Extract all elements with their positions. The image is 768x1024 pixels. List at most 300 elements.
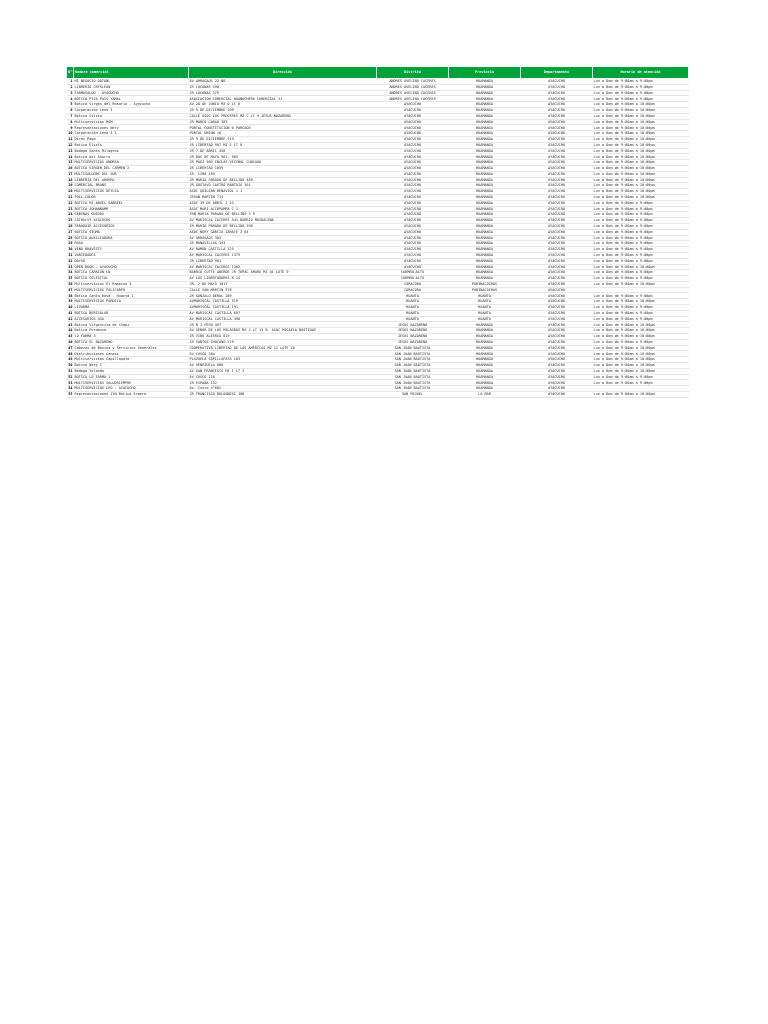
row-address: AV MARISCAL CASTILLA 498 — [189, 316, 377, 322]
row-hours: Lun a Dom de 9:00am a 9:00pm — [593, 310, 689, 316]
row-province: HUAMANGA — [449, 322, 521, 328]
row-name: BOTICA MI ANGEL GABRIEL — [74, 200, 189, 206]
row-address: JR DOS DE MAYO 961- 965 — [189, 154, 377, 160]
row-name: Botica Virgen del Rosario - Ayacucho — [74, 102, 189, 108]
row-hours: Lun a Dom de 9:00am a 9:00pm — [593, 276, 689, 282]
row-address: JR 9 DE DICIEMBRE 119 — [189, 136, 377, 142]
row-department: AYACUCHO — [521, 212, 593, 218]
row-department: AYACUCHO — [521, 154, 593, 160]
row-name: BOTICA VIRGEN DEL CARMEN 2 — [74, 165, 189, 171]
row-department: AYACUCHO — [521, 334, 593, 340]
row-province: HUAMANGA — [449, 177, 521, 183]
row-number: 25 — [68, 218, 73, 223]
row-hours: Lun a Dom de 9:00am a 9:00pm — [593, 241, 689, 247]
row-hours: Lun a Dom de 9:00am a 10:00pm — [593, 177, 689, 183]
row-department: AYACUCHO — [521, 345, 593, 351]
row-hours: Lun a Dom de 9:00am a 10:00pm — [593, 171, 689, 177]
row-number: 13 — [68, 148, 73, 153]
row-hours: Lun a Dom de 9:00am a 10:00pm — [593, 281, 689, 287]
row-address: AV ARRAGAOS 303 — [189, 235, 377, 241]
row-department: AYACUCHO — [521, 258, 593, 264]
row-hours: Lun a Dom de 9:00am a 10:00pm — [593, 165, 689, 171]
row-hours: Lun a Dom de 9:00am a 10:00pm — [593, 194, 689, 200]
row-name: BOTICA PIZA PAIS YAMAL — [74, 96, 189, 102]
row-hours: Lun a Dom de 9:00am a 9:00pm — [593, 258, 689, 264]
row-name: Cabezas de Bovina y Servicios Generales — [74, 345, 189, 351]
row-province: HUANTA — [449, 293, 521, 299]
row-hours: Lun a Dom de 9:00am a 10:00pm — [593, 299, 689, 305]
row-province: HUAMANGA — [449, 264, 521, 270]
row-hours: Lun a Dom de 9:00am a 10:00pm — [593, 392, 689, 398]
row-number: 49 — [68, 357, 73, 362]
row-name: Corporación Lena I — [74, 107, 189, 113]
row-number: 48 — [68, 351, 73, 356]
row-province: HUAMANGA — [449, 235, 521, 241]
row-department: AYACUCHO — [521, 177, 593, 183]
row-name: MULTISERVICIOS DEYLEA — [74, 189, 189, 195]
row-province: HUANTA — [449, 299, 521, 305]
row-district: AYACUCHO — [377, 206, 449, 212]
row-hours: Lun a Dom de 9:00am a 10:00pm — [593, 113, 689, 119]
row-number: 34 — [68, 270, 73, 275]
row-hours: Lun a Dom de 9:00am a 9:00pm — [593, 223, 689, 229]
row-name: FARMASALUD - AYACUCHO — [74, 90, 189, 96]
row-district: AYACUCHO — [377, 165, 449, 171]
row-number: 21 — [68, 195, 73, 200]
row-hours: Lun a Dom de 9:00am a 9:00pm — [593, 84, 689, 90]
row-hours: Lun a Dom de 9:00am a 10:00pm — [593, 183, 689, 189]
row-address: AV RAMON CASTILLA 125 — [189, 247, 377, 253]
row-name: BOTICA AUXILIADORA — [74, 235, 189, 241]
row-address: JR MANAVILLAS 191 — [189, 241, 377, 247]
row-department: AYACUCHO — [521, 102, 593, 108]
row-hours: Lun a Dom de 9:00am a 10:00pm — [593, 368, 689, 374]
row-province: HUAMANGA — [449, 148, 521, 154]
row-province: HUAMANGA — [449, 328, 521, 334]
row-number: 17 — [68, 171, 73, 176]
row-district: AYACUCHO — [377, 107, 449, 113]
row-district: AYACUCHO — [377, 148, 449, 154]
row-number: 4 — [67, 96, 74, 102]
row-district: SAN JUAN BAUTISTA — [377, 386, 449, 392]
row-number: 44 — [68, 328, 73, 333]
row-hours: Lun a Dom de 9:00am a 10:00pm — [593, 357, 689, 363]
row-department: AYACUCHO — [521, 160, 593, 166]
row-address: PLAZUELA CAPILLAPATA 103 — [189, 357, 377, 363]
row-hours: Lun a Dom de 9:00am a 9:00pm — [593, 374, 689, 380]
row-name: Bodega Yolanda — [74, 368, 189, 374]
row-district: SAN JUAN BAUTISTA — [377, 380, 449, 386]
row-district: SAN JUAN BAUTISTA — [377, 363, 449, 369]
row-department: AYACUCHO — [521, 113, 593, 119]
row-address: JR FRANCISCO BOLOGNESI 108 — [189, 392, 377, 398]
row-department: AYACUCHO — [521, 194, 593, 200]
row-province: HUAMANGA — [449, 270, 521, 276]
row-number: 23 — [68, 206, 73, 211]
row-district: ANDRES AVELINO CACERES — [377, 84, 449, 90]
row-address: JR. 2 DE MAYO 1017 — [189, 281, 377, 287]
row-department: AYACUCHO — [521, 310, 593, 316]
row-address: AVMARISCAL CASTILLA 519 — [189, 299, 377, 305]
row-district: AYACUCHO — [377, 194, 449, 200]
row-number: 15 — [68, 160, 73, 165]
row-department: AYACUCHO — [521, 316, 593, 322]
row-number: 24 — [68, 212, 73, 217]
row-name: MULTISERVICIOS PARDELA — [74, 299, 189, 305]
row-hours: Lun a Dom de 9:00am a 9:00pm — [593, 380, 689, 386]
header-province: Provincia — [449, 67, 521, 79]
row-address: JRN MARIA PARADO DE BELLIDO 3 9 — [189, 212, 377, 218]
row-name: Botica Virgencita de Chapi — [74, 322, 189, 328]
row-hours: Lun a Dom de 9:00am a 9:00pm — [593, 96, 689, 102]
header-department: Departamento — [521, 67, 593, 79]
row-district: HUANTA — [377, 316, 449, 322]
row-address: CALLE SAN MARTIN 578 — [189, 287, 377, 293]
row-number: 28 — [68, 235, 73, 240]
row-district: SAN JUAN BAUTISTA — [377, 345, 449, 351]
row-province: HUAMANGA — [449, 84, 521, 90]
row-name: LIBRERIA CRYSLEON — [74, 84, 189, 90]
row-department: AYACUCHO — [521, 276, 593, 282]
row-name: OPEN BOOK - AYACUCHO — [74, 264, 189, 270]
row-hours: Lun a Dom de 9:00am a 9:00pm — [593, 235, 689, 241]
row-department: AYACUCHO — [521, 206, 593, 212]
row-department: AYACUCHO — [521, 380, 593, 386]
row-province: HUAMANGA — [449, 374, 521, 380]
row-district: AYACUCHO — [377, 223, 449, 229]
row-hours: Lun a Dom de 9:00am a 10:00pm — [593, 322, 689, 328]
row-hours: Lun a Dom de 9:00am a 9:00pm — [593, 206, 689, 212]
header-district: Distrito — [377, 67, 449, 79]
row-department: AYACUCHO — [521, 229, 593, 235]
row-department: AYACUCHO — [521, 223, 593, 229]
row-name: Corporación Lena I I — [74, 131, 189, 137]
row-district: AYACUCHO — [377, 119, 449, 125]
row-address: AV MARISCAL CACERES 1362 — [189, 264, 377, 270]
row-province: HUAMANGA — [449, 357, 521, 363]
row-address: JR LIBERTAD 907 MZ E LT 8 — [189, 142, 377, 148]
row-number: 35 — [68, 276, 73, 281]
row-address: AV 28 DE JUNIO MZ D LT 6 — [189, 102, 377, 108]
row-number: 22 — [68, 200, 73, 205]
row-address: AV MARISCAL CACERES 1379 — [189, 252, 377, 258]
row-address: JR ESPAÑA 152 — [189, 380, 377, 386]
row-province: HUAMANGA — [449, 183, 521, 189]
row-address: AV MARISCAL CACERES 541 BARRIO MAGDALENA — [189, 218, 377, 224]
row-address: AV VENEZUELA 688 — [189, 363, 377, 369]
row-name: BOTICA CARRION LN — [74, 270, 189, 276]
row-hours: Lun a Dom de 9:00am a 9:00pm — [593, 218, 689, 224]
row-name: BOTICA EL NAZARENO — [74, 339, 189, 345]
row-department: AYACUCHO — [521, 351, 593, 357]
row-province: HUAMANGA — [449, 96, 521, 102]
row-hours: Lun a Dom de 9:00am a 10:00pm — [593, 154, 689, 160]
row-address: COOPERATIVA LIBERTAD DE LAS AMERICAS MZ 11 LOTE 10 — [189, 345, 377, 351]
row-address: BARRIO CUTTE ABERDE JR TUPAC AMARU MZ Q1 LOTE 9 — [189, 270, 377, 276]
agents-table — [66, 66, 689, 398]
row-number: 40 — [68, 305, 73, 310]
row-address: AVMARISCAL CASTILLA 191 — [189, 305, 377, 311]
row-number: 20 — [68, 189, 73, 194]
row-address: AV LOS LIBERTADORES N 14 — [189, 276, 377, 282]
row-name: MI NEGOCIO DATANL — [74, 79, 189, 85]
row-hours: Lun a Dom de 9:00am a 9:00pm — [593, 339, 689, 345]
row-name: MULTISERVICIOS POLICARPO — [74, 287, 189, 293]
row-address: JR SANTOS CHOCANO 219 — [189, 339, 377, 345]
row-number: 27 — [68, 229, 73, 234]
row-hours: Lun a Dom de 9:00am a 10:00pm — [593, 107, 689, 113]
row-hours: Lun a Dom de 9:00am a 9:00pm — [593, 270, 689, 276]
row-province: HUAMANGA — [449, 380, 521, 386]
row-name: BOTICA LO FARMA 1 — [74, 374, 189, 380]
row-address: AV MARISCAL CASTILLA 697 — [189, 310, 377, 316]
row-number: 7 — [67, 113, 74, 119]
row-address: JR LIBERTAD 981 — [189, 258, 377, 264]
row-name: BOTICA CELESTIAL — [74, 276, 189, 282]
row-district: CARMEN ALTO — [377, 276, 449, 282]
row-number: 54 — [68, 386, 73, 391]
row-address: AV SEÑOR DE LOS MILAGROS MZ J LT 13 B. ASOC MICAELA BASTIDAS — [189, 328, 377, 334]
row-number: 46 — [68, 340, 73, 344]
row-hours: Lun a Dom de 9:00am a 10:00pm — [593, 328, 689, 334]
row-department: AYACUCHO — [521, 328, 593, 334]
row-district: HUANTA — [377, 299, 449, 305]
row-number: 55 — [68, 392, 73, 397]
row-province: HUAMANGA — [449, 113, 521, 119]
row-district: AYACUCHO — [377, 171, 449, 177]
row-department: AYACUCHO — [521, 374, 593, 380]
row-province: HUAMANGA — [449, 165, 521, 171]
row-department: AYACUCHO — [521, 107, 593, 113]
row-address: PORTAL UNION 16 — [189, 131, 377, 137]
row-number: 16 — [68, 166, 73, 171]
header-row — [67, 67, 689, 79]
row-department: AYACUCHO — [521, 293, 593, 299]
row-address: JR PAEZ 909 INCLAS VECINAL CUNCAGO — [189, 160, 377, 166]
row-department: AYACUCHO — [521, 392, 593, 398]
row-province: HUAMANGA — [449, 229, 521, 235]
row-number: 2 — [67, 84, 74, 90]
row-hours: Lun a Dom de 9:00am a 9:00pm — [593, 252, 689, 258]
row-name: DAYSO — [74, 258, 189, 264]
row-district: JESUS NAZARENO — [377, 322, 449, 328]
row-department: AYACUCHO — [521, 183, 593, 189]
row-hours: Lun a Dom de 9:00am a 9:00pm — [593, 200, 689, 206]
row-province: HUAMANGA — [449, 339, 521, 345]
row-address: JR LUCANAS 490 — [189, 84, 377, 90]
row-district: CARMEN ALTO — [377, 270, 449, 276]
row-province: HUAMANGA — [449, 125, 521, 131]
row-district: SAN JUAN BAUTISTA — [377, 351, 449, 357]
row-name: ACCESORIOS GGA — [74, 316, 189, 322]
row-district: AYACUCHO — [377, 258, 449, 264]
row-department: AYACUCHO — [521, 142, 593, 148]
row-number: 36 — [68, 282, 73, 287]
row-hours: Lun a Dom de 9:00am a 10:00pm — [593, 142, 689, 148]
row-district: AYACUCHO — [377, 189, 449, 195]
row-address: CALLE ASOC LOS PROCERES MZ C LT 9 JESUS NAZARENO — [189, 113, 377, 119]
row-province: HUAMANGA — [449, 119, 521, 125]
row-hours: Lun a Dom de 9:00am a 9:00pm — [593, 316, 689, 322]
row-number: 19 — [68, 183, 73, 188]
row-province: HUAMANGA — [449, 252, 521, 258]
row-department: AYACUCHO — [521, 270, 593, 276]
row-number: 43 — [68, 322, 73, 327]
row-district: AYACUCHO — [377, 125, 449, 131]
row-name: BOTICA SIGMA — [74, 229, 189, 235]
row-district: SAN JUAN BAUTISTA — [377, 357, 449, 363]
row-province: HUAMANGA — [449, 363, 521, 369]
row-number: 5 — [67, 102, 74, 108]
row-province: HUAMANGA — [449, 206, 521, 212]
row-address: JR MARIA PARADO DE BELLIDO 398 — [189, 223, 377, 229]
row-name: POLL-COLOR — [74, 194, 189, 200]
row-number: 8 — [67, 119, 74, 125]
row-province: HUANTA — [449, 310, 521, 316]
row-hours: Lun a Dom de 9:00am a 9:00pm — [593, 212, 689, 218]
row-name: LIVARMA — [74, 305, 189, 311]
row-hours: Lun a Dom de 9:00am a 9:00pm — [593, 293, 689, 299]
row-hours: Lun a Dom de 9:00am a 10:00pm — [593, 148, 689, 154]
row-province: HUANTA — [449, 316, 521, 322]
row-province: HUAMANGA — [449, 258, 521, 264]
row-name: CATHALSY AYACUCHO — [74, 218, 189, 224]
row-department: AYACUCHO — [521, 235, 593, 241]
row-province: HUAMANGA — [449, 241, 521, 247]
row-province: HUANTA — [449, 305, 521, 311]
row-name: Representaciones Nery — [74, 125, 189, 131]
row-address: JR MARCO CARAO 383 — [189, 119, 377, 125]
row-province: HUAMANGA — [449, 136, 521, 142]
row-address: JR GONZALO BERAL 289 — [189, 293, 377, 299]
row-district: ANDRES AVELINO CACERES — [377, 79, 449, 85]
row-department: AYACUCHO — [521, 131, 593, 137]
row-name: Multiservicios MSM — [74, 119, 189, 125]
row-department: AYACUCHO — [521, 299, 593, 305]
row-province: HUAMANGA — [449, 334, 521, 340]
row-province: HUAMANGA — [449, 194, 521, 200]
row-name: Direc Pago — [74, 136, 189, 142]
row-district: JESUS NAZARENO — [377, 334, 449, 340]
row-department: AYACUCHO — [521, 252, 593, 258]
row-province: HUAMANGA — [449, 368, 521, 374]
row-hours: Lun a Dom de 9:00am a 10:00pm — [593, 136, 689, 142]
row-department: AYACUCHO — [521, 386, 593, 392]
header-name: Nombre comercial — [74, 67, 189, 79]
row-hours: Lun a Dom de 9:00am a 9:00pm — [593, 229, 689, 235]
row-name: Botica Pordanza — [74, 328, 189, 334]
row-district: CORACORA — [377, 287, 449, 293]
row-number: 10 — [68, 131, 73, 136]
row-name: MULTISERVICIOS SALUDSIEMPRE — [74, 380, 189, 386]
row-department: AYACUCHO — [521, 90, 593, 96]
row-district: AYACUCHO — [377, 183, 449, 189]
row-district: ANDRES AVELINO CACERES — [377, 90, 449, 96]
row-province: HUAMANGA — [449, 351, 521, 357]
row-address: AV CUSCO 116 — [189, 374, 377, 380]
row-name: VARIEDADES — [74, 252, 189, 258]
row-number: 41 — [68, 311, 73, 316]
row-district: AYACUCHO — [377, 160, 449, 166]
row-number: 3 — [67, 90, 74, 96]
row-number: 6 — [67, 107, 74, 113]
row-department: AYACUCHO — [521, 148, 593, 154]
row-province: HUAMANGA — [449, 218, 521, 224]
row-address: Av. Cusco n°602 — [189, 386, 377, 392]
row-district: AYACUCHO — [377, 241, 449, 247]
row-name: Multiservicios El Rampino 3 — [74, 281, 189, 287]
row-hours: Lun a Dom de 9:00am a 10:00pm — [593, 160, 689, 166]
table-body — [67, 79, 689, 398]
row-district: AYACUCHO — [377, 200, 449, 206]
row-province: HUAMANGA — [449, 200, 521, 206]
row-number: 12 — [68, 142, 73, 147]
row-department: AYACUCHO — [521, 171, 593, 177]
row-district: SAN JUAN BAUTISTA — [377, 374, 449, 380]
row-department: AYACUCHO — [521, 96, 593, 102]
row-name: PARADOIR ACCESORIOS — [74, 223, 189, 229]
row-department: AYACUCHO — [521, 368, 593, 374]
row-name: CABINAS GUIDOX — [74, 212, 189, 218]
row-address: JR N J PESO 497 — [189, 322, 377, 328]
row-department: AYACUCHO — [521, 357, 593, 363]
row-department: AYACUCHO — [521, 305, 593, 311]
table-row — [67, 392, 689, 398]
row-department: AYACUCHO — [521, 241, 593, 247]
row-province: HUAMANGA — [449, 189, 521, 195]
row-province: HUAMANGA — [449, 345, 521, 351]
row-hours: Lun a Dom de 9:00am a 10:00pm — [593, 351, 689, 357]
row-province: HUAMANGA — [449, 223, 521, 229]
row-address: JR 7 DE ABRIL 450 — [189, 148, 377, 154]
row-district: AYACUCHO — [377, 131, 449, 137]
row-department: AYACUCHO — [521, 125, 593, 131]
row-department: AYACUCHO — [521, 281, 593, 287]
row-district: AYACUCHO — [377, 154, 449, 160]
row-address: JR LIBERTAD 1059 — [189, 165, 377, 171]
row-hours: Lun a Dom de 9:00am a 10:00pm — [593, 102, 689, 108]
row-number: 29 — [68, 241, 73, 246]
row-number: 26 — [68, 224, 73, 229]
row-province: HUAMANGA — [449, 107, 521, 113]
row-district: ANDRES AVELINO CACERES — [377, 96, 449, 102]
row-department: AYACUCHO — [521, 136, 593, 142]
row-name: LO FARMA 3 — [74, 334, 189, 340]
row-address: AV SAN FRANCISCO MZ 1 LT 2 — [189, 368, 377, 374]
row-province: PARINACOCHAS — [449, 287, 521, 293]
row-province: LA MAR — [449, 392, 521, 398]
row-province: HUAMANGA — [449, 212, 521, 218]
row-name: Botica Nery C — [74, 363, 189, 369]
row-province: HUAMANGA — [449, 142, 521, 148]
row-hours: Lun a Dom de 9:00am a 9:00pm — [593, 305, 689, 311]
row-department: AYACUCHO — [521, 264, 593, 270]
row-district: HUANTA — [377, 293, 449, 299]
row-name: Distribuciones Lanasi — [74, 351, 189, 357]
row-district: AYACUCHO — [377, 264, 449, 270]
row-number: 38 — [68, 293, 73, 298]
row-hours: Lun a Dom de 9:00am a 10:00pm — [593, 363, 689, 369]
row-department: AYACUCHO — [521, 247, 593, 253]
row-province: HUAMANGA — [449, 386, 521, 392]
row-province: HUAMANGA — [449, 276, 521, 282]
row-name: LIBRERIA DEL AHORRO — [74, 177, 189, 183]
row-name: Multiservicios Capillapata — [74, 357, 189, 363]
row-address: JR MARIA PARADO DE BELLIDO 489 — [189, 177, 377, 183]
row-address: JR 9 DE DICIEMBRE 109 — [189, 107, 377, 113]
row-hours: Lun a Dom de 9:00am a 9:00pm — [593, 79, 689, 85]
row-number: 39 — [68, 299, 73, 304]
